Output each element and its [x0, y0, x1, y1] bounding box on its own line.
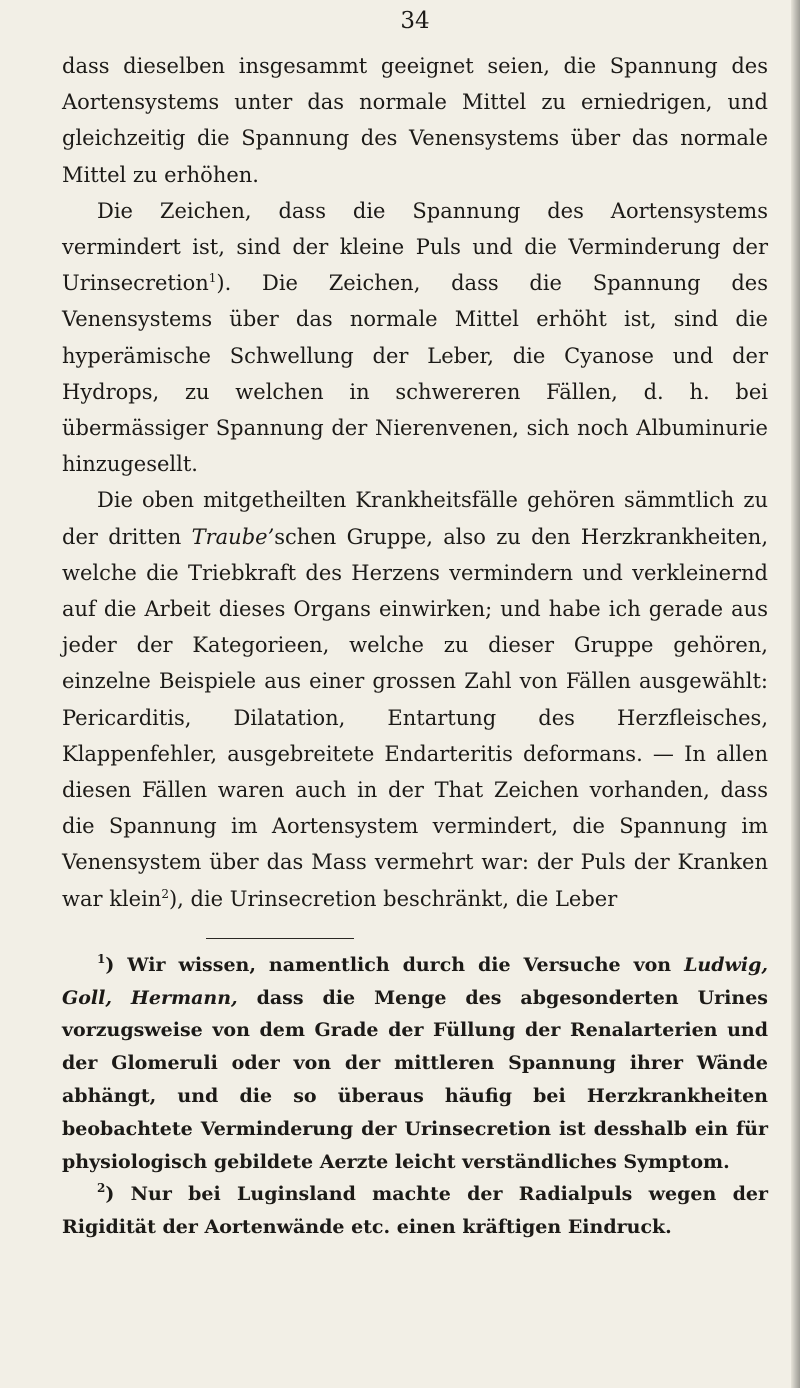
- footnote-2-marker: 2: [97, 1181, 106, 1196]
- footnote-1-text-start: ) Wir wissen, namentlich durch die Versuche von: [105, 953, 685, 976]
- main-text: [62, 48, 768, 917]
- paragraph-2-text-start: Die Zeichen, dass die Spannung des Aortensystems vermindert ist, sind der kleine Puls und die Verminderung der Urinsecretion: [62, 198, 768, 296]
- author-name-traube: Traube’: [191, 524, 275, 549]
- book-page: [62, 0, 768, 1244]
- footnote-2-text: ) Nur bei Luginsland machte der Radialpuls wegen der Rigidität der Aortenwände etc. einen kräftigen Eindruck.: [62, 1183, 768, 1239]
- footnotes: [62, 949, 768, 1244]
- paragraph-3-text-start: Die oben mitgetheilten Krankheitsfälle gehören sämmtlich zu der dritten: [62, 488, 768, 549]
- footnote-ref-1: 1: [208, 271, 217, 286]
- paragraph-2-text-end: ). Die Zeichen, dass die Spannung des Venensystems über das normale Mittel erhöht ist, sind die hyperämische Schwellung der Leber, die Cyanose und der Hydrops, zu welchen in schwereren Fällen, d. h. bei übermässiger Spannung der Nierenvenen, sich noch Albuminurie hinzugesellt.: [62, 271, 768, 477]
- footnote-ref-2: 2: [161, 886, 169, 901]
- paragraph-1: [62, 48, 768, 193]
- footnote-1-authors: Ludwig, Goll, Hermann,: [62, 953, 768, 1009]
- footnote-divider: [206, 938, 354, 939]
- footnote-1-text-end: dass die Menge des abgesonderten Urines vorzugsweise von dem Grade der Füllung der Renalarterien und der Glomeruli oder von der mittleren Spannung ihrer Wände abhängt, und die so überaus häufig bei Herzkrankheiten beobachtete Verminderung der Urinsecretion ist desshalb ein für physiologisch gebildete Aerzte leicht verständliches Symptom.: [62, 986, 768, 1173]
- paragraph-2: [62, 193, 768, 483]
- footnote-1-marker: 1: [97, 951, 106, 966]
- footnote-1: [62, 949, 768, 1179]
- paragraph-3-text-middle: schen Gruppe, also zu den Herzkrankheiten, welche die Triebkraft des Herzens vermindern und verkleinernd auf die Arbeit dieses Organs einwirken; und habe ich gerade aus jeder der Kategorieen, welche zu dieser Gruppe gehören, einzelne Beispiele aus einer grossen Zahl von Fällen ausgewählt: Pericarditis, Dilatation, Entartung des Herzfleisches, Klappenfehler, ausgebreitete Endarteritis deformans. — In allen diesen Fällen waren auch in der That Zeichen vorhanden, dass die Spannung im Aortensystem vermindert, die Spannung im Venensystem über das Mass vermehrt war: der Puls der Kranken war klein: [62, 524, 768, 911]
- paragraph-1-text: dass dieselben insgesammt geeignet seien, die Spannung des Aortensystems unter das normale Mittel zu erniedrigen, und gleichzeitig die Spannung des Venensystems über das normale Mittel zu erhöhen.: [62, 54, 768, 187]
- page-edge: [791, 0, 800, 1388]
- footnote-2: [62, 1178, 768, 1244]
- page-number: 34: [400, 8, 430, 34]
- paragraph-3-text-end: ), die Urinsecretion beschränkt, die Leber: [168, 886, 618, 911]
- paragraph-3: [62, 482, 768, 916]
